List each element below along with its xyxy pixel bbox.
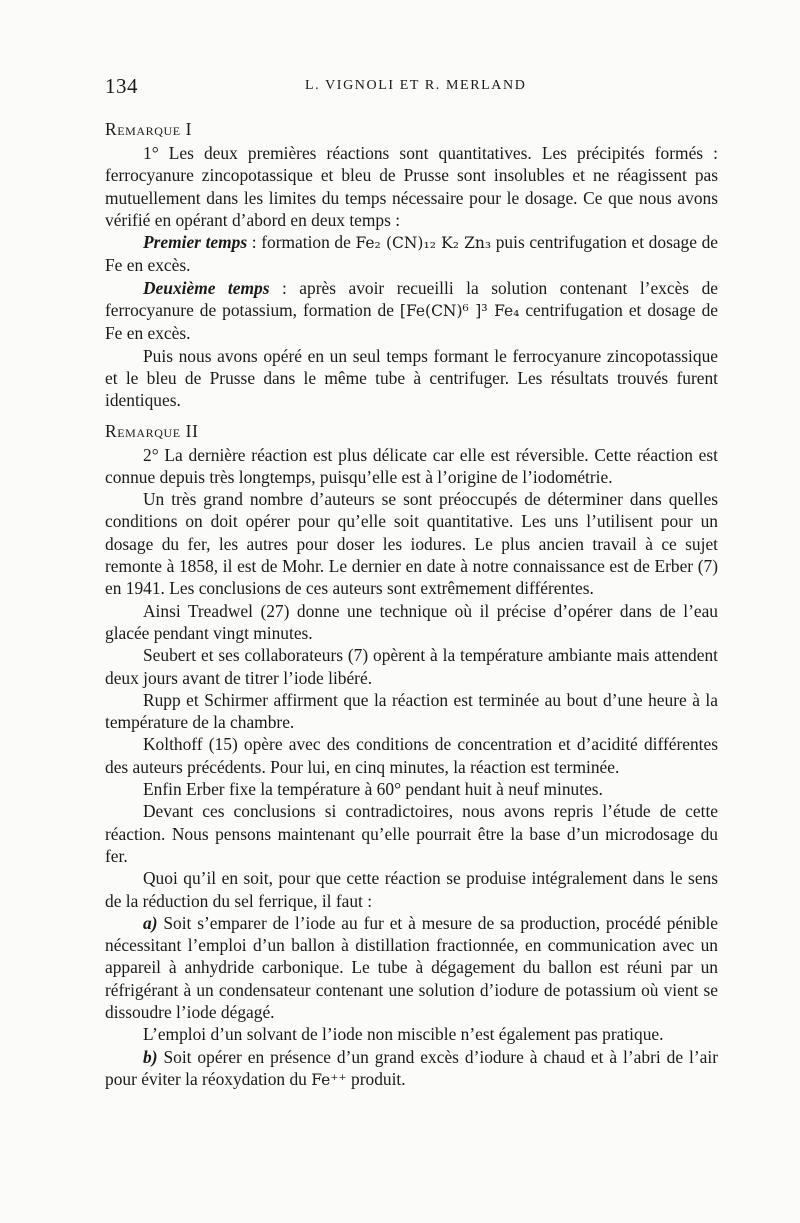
premier-temps-text-a: : formation de [247, 232, 356, 253]
remark-2-paragraph-1: 2° La dernière réaction est plus délicate car elle est réversible. Cette réaction est connue depuis très longtemps, puisqu’elle est à l’origine de l’iodométrie. [105, 444, 718, 487]
page-number: 134 [105, 74, 138, 98]
point-b-label: b) [143, 1046, 158, 1067]
remark-2-paragraph-4: Seubert et ses collaborateurs (7) opèrent à la température ambiante mais attendent deux jours avant de titrer l’iode libéré. [105, 645, 718, 688]
point-b-formula: Fe⁺⁺ [311, 1070, 347, 1089]
point-b-end: produit. [346, 1068, 406, 1089]
remark-2-paragraph-9: Quoi qu’il en soit, pour que cette réaction se produise intégralement dans le sens de la réduction du sel ferrique, il faut : [105, 868, 718, 911]
point-a-label: a) [143, 912, 158, 933]
point-b-text: Soit opérer en présence d’un grand excès d’iodure à chaud et à l’abri de l’air pour éviter la réoxydation du [105, 1046, 718, 1089]
remark-2-paragraph-2: Un très grand nombre d’auteurs se sont préoccupés de déterminer dans quelles conditions on doit opérer pour qu’elle soit quantitative. Les uns l’utilisent pour un dosage du fer, les autres pour doser les iodures. Le plus ancien travail à ce sujet remonte à 1858, il est de Mohr. Le dernier en date à notre connaissance est de Erber (7) en 1941. Les conclusions de ces auteurs sont extrêmement différentes. [105, 489, 718, 599]
page-header [105, 74, 720, 104]
deuxieme-temps-paragraph [105, 277, 718, 345]
running-head: L. VIGNOLI ET R. MERLAND [305, 78, 527, 93]
remark-2-paragraph-7: Enfin Erber fixe la température à 60° pendant huit à neuf minutes. [143, 779, 603, 800]
remark-2-paragraph-5: Rupp et Schirmer affirment que la réaction est terminée au bout d’une heure à la température de la chambre. [105, 689, 718, 733]
body-text [105, 116, 718, 1091]
deuxieme-temps-text-a: : après avoir recueilli la solution contenant l’excès de ferrocyanure de potassium, formation de [105, 277, 718, 321]
remark-1-paragraph-1: 1° Les deux premières réactions sont quantitatives. Les précipités formés : ferrocyanure zincopotassique et bleu de Prusse sont insolubles et ne réagissent pas mutuellement dans les limites du temps nécessaire pour le dosage. Ce que nous avons vérifié en opérant d’abord en deux temps : [105, 143, 718, 230]
remark-2-paragraph-6: Kolthoff (15) opère avec des conditions de concentration et d’acidité différentes des auteurs précédents. Pour lui, en cinq minutes, la réaction est terminée. [105, 734, 718, 777]
premier-temps-paragraph [105, 231, 718, 277]
deuxieme-temps-label: Deuxième temps [143, 277, 270, 298]
remark-2-paragraph-3: Ainsi Treadwel (27) donne une technique où il précise d’opérer dans de l’eau glacée pendant vingt minutes. [105, 600, 718, 643]
remark-2-paragraph-8: Devant ces conclusions si contradictoires, nous avons repris l’étude de cette réaction. Nous pensons maintenant qu’elle pourrait être la base d’un microdosage du fer. [105, 801, 718, 866]
remark-1-paragraph-4: Puis nous avons opéré en un seul temps formant le ferrocyanure zincopotassique et le bleu de Prusse dans le même tube à centrifuger. Les résultats trouvés furent identiques. [105, 345, 718, 411]
point-a-text: Soit s’emparer de l’iode au fur et à mesure de sa production, procédé pénible nécessitant l’emploi d’un ballon à distillation fractionnée, en communication avec un appareil à anhydride carbonique. Le tube à dégagement du ballon est réuni par un réfrigérant à un condensateur contenant une solution d’iodure de potassium où vient se dissoudre l’iode dégagé. [105, 912, 718, 1022]
premier-temps-formula: Fe₂ (CN)₁₂ K₂ Zn₃ [355, 234, 492, 253]
deuxieme-temps-text-b: centrifugation et dosage de Fe en excès. [105, 300, 718, 344]
point-b-paragraph [105, 1046, 718, 1092]
remark-1-heading: Remarque I [105, 119, 193, 139]
premier-temps-label: Premier temps [143, 232, 248, 253]
remark-2-heading: Remarque II [105, 420, 199, 441]
remark-2-paragraph-11: L’emploi d’un solvant de l’iode non miscible n’est également pas pratique. [143, 1024, 664, 1045]
point-a-paragraph [105, 912, 718, 1023]
premier-temps-text-b: puis centrifugation et dosage de Fe en excès. [105, 232, 719, 276]
deuxieme-temps-formula: [Fe(CN)⁶ ]³ Fe₄ [399, 302, 520, 321]
